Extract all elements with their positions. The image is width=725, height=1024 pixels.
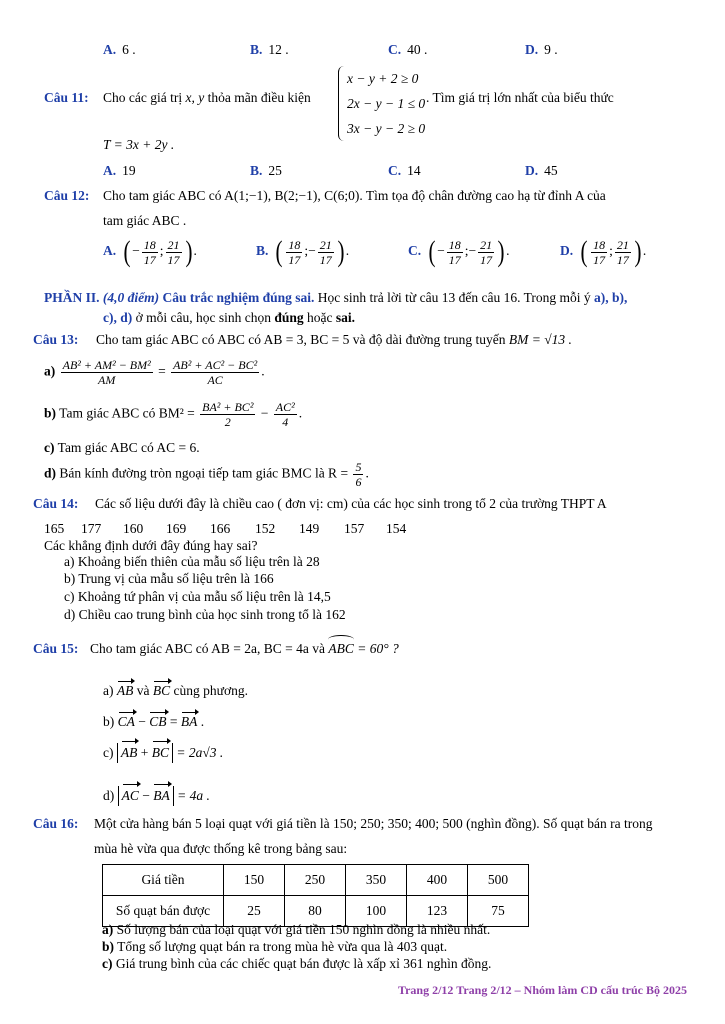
table-cell: Số quạt bán được [103, 896, 224, 927]
table-cell: 100 [346, 896, 407, 927]
q10-option-b: B. 12 . [250, 42, 289, 57]
q13-item-b: b) Tam giác ABC có BM² = $\frac{\text{BA² + BC²}}{2}$ − $\frac{\text{AC²}}{4}$ . [44, 400, 303, 429]
q13-label: Câu 13: [33, 332, 79, 347]
table-row [103, 865, 529, 896]
q14-item-c: c) Khoảng tứ phân vị của mẫu số liệu trên là 14,5 [64, 589, 331, 604]
q15-item-c: c) AB + BC = 2a√3 . [103, 743, 223, 763]
table-cell: Giá tiền [103, 865, 224, 896]
q14-text: Các số liệu dưới đây là chiều cao ( đơn vị: cm) của các học sinh trong tổ 2 của trường THPT A [95, 496, 607, 511]
part2-header-line2: c), d) ở mỗi câu, học sinh chọn đúng hoặc sai. [103, 310, 356, 325]
q11-text-tail: . Tìm giá trị lớn nhất của biểu thức [426, 90, 614, 105]
q16-line1: Một cửa hàng bán 5 loại quạt với giá tiền là 150; 250; 350; 400; 500 (nghìn đồng). Số quạt bán ra trong [94, 816, 653, 831]
q15-item-a: a) AB và BC cùng phương. [103, 683, 248, 698]
table-cell: 150 [224, 865, 285, 896]
q11-system: x − y + 2 ≥ 0 2x − y − 1 ≤ 0 3x − y − 2 ≥ 0 [338, 66, 425, 141]
q12-line1: Cho tam giác ABC có A(1;−1), B(2;−1), C(6;0). Tìm tọa độ chân đường cao hạ từ đỉnh A của [103, 188, 606, 203]
q14-values: 165 177 160 169 166 152 149 157 154 [44, 521, 407, 536]
q12-label: Câu 12: [44, 188, 90, 203]
q15-label: Câu 15: [33, 641, 79, 656]
table-cell: 350 [346, 865, 407, 896]
q12-option-a: A. ( − $\frac{18}{17}$ ; $\frac{21}{17}$ ) . [103, 235, 197, 268]
q12-option-c: C. ( − $\frac{18}{17}$ ;− $\frac{21}{17}$ ) . [408, 235, 510, 268]
q14-prompt: Các khẳng định dưới đây đúng hay sai? [44, 538, 258, 553]
table-cell: 123 [407, 896, 468, 927]
q15-text: Cho tam giác ABC có AB = 2a, BC = 4a và ABC = 60° ? [90, 641, 399, 656]
q12-option-d: D. ( $\frac{18}{17}$ ; $\frac{21}{17}$ ) . [560, 235, 647, 268]
q10-option-d: D. 9 . [525, 42, 558, 57]
q16-label: Câu 16: [33, 816, 79, 831]
q16-line2: mùa hè vừa qua được thống kê trong bảng sau: [94, 841, 348, 856]
q14-label: Câu 14: [33, 496, 79, 511]
q14-item-a: a) Khoảng biến thiên của mẫu số liệu trên là 28 [64, 554, 320, 569]
q13-item-a: a) $\frac{\text{AB² + AM² − BM²}}{AM}$ = $\frac{\text{AB² + AC² − BC²}}{AC}$ . [44, 358, 265, 387]
q11-option-a: A. 19 [103, 163, 136, 178]
q13-item-d: d) Bán kính đường tròn ngoại tiếp tam giác BMC là R = $\frac{5}{6}$ . [44, 460, 369, 489]
table-cell: 250 [285, 865, 346, 896]
page-footer: Trang 2/12 Trang 2/12 – Nhóm làm CD cấu trúc Bộ 2025 [397, 983, 687, 997]
q10-option-a: A. 6 . [103, 42, 136, 57]
q12-option-b: B. ( $\frac{18}{17}$ ;− $\frac{21}{17}$ ) . [256, 235, 350, 268]
table-cell: 500 [468, 865, 529, 896]
q12-line2: tam giác ABC . [103, 213, 187, 228]
q11-label: Câu 11: [44, 90, 89, 105]
q11-option-d: D. 45 [525, 163, 558, 178]
q14-item-b: b) Trung vị của mẫu số liệu trên là 166 [64, 571, 274, 586]
table-cell: 25 [224, 896, 285, 927]
q10-option-c: C. 40 . [388, 42, 428, 57]
q16-item-c: c) Giá trung bình của các chiếc quạt bán được là xấp xỉ 361 nghìn đồng. [102, 956, 492, 971]
table-cell: 80 [285, 896, 346, 927]
table-cell: 400 [407, 865, 468, 896]
q16-item-b: b) Tổng số lượng quạt bán ra trong mùa hè vừa qua là 403 quạt. [102, 939, 448, 954]
q16-table [102, 864, 529, 927]
q15-item-b: b) CA − CB = BA . [103, 714, 205, 729]
q11-option-c: C. 14 [388, 163, 421, 178]
q15-item-d: d) AC − BA = 4a . [103, 786, 210, 806]
q11-expression: T = 3x + 2y . [103, 137, 175, 152]
q11-option-b: B. 25 [250, 163, 282, 178]
q14-item-d: d) Chiều cao trung bình của học sinh trong tổ là 162 [64, 607, 346, 622]
table-cell: 75 [468, 896, 529, 927]
part2-header: PHẦN II. (4,0 điểm) Câu trắc nghiệm đúng sai. Học sinh trả lời từ câu 13 đến câu 16. Trong mỗi ý a), b), [44, 290, 628, 305]
q16-item-a: a) Số lượng bán của loại quạt với giá tiền 150 nghìn đồng là nhiều nhất. [102, 922, 491, 937]
q13-text: Cho tam giác ABC có ABC có AB = 3, BC = 5 và độ dài đường trung tuyến BM = √13 . [96, 332, 572, 347]
q11-text: Cho các giá trị x, y thỏa mãn điều kiện [103, 90, 311, 105]
q13-item-c: c) Tam giác ABC có AC = 6. [44, 440, 200, 455]
